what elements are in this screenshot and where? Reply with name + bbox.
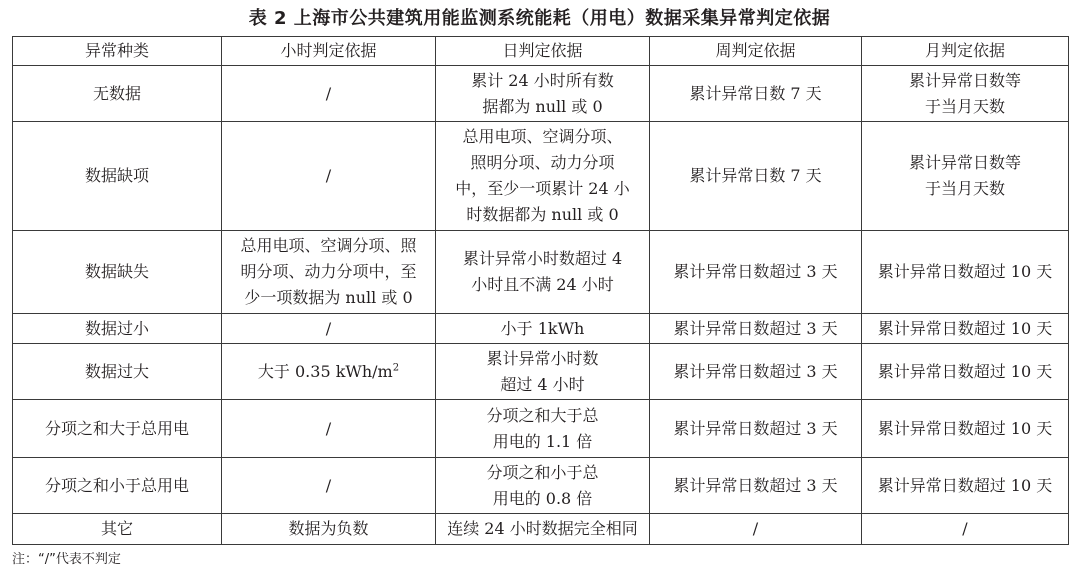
cell-month: 累计异常日数超过 10 天: [862, 314, 1069, 344]
cell-day: 总用电项、空调分项、 照明分项、动力分项 中，至少一项累计 24 小 时数据都为 null 或 0: [436, 122, 650, 231]
cell-day: 累计异常小时数超过 4 小时且不满 24 小时: [436, 231, 650, 314]
table-row: [13, 231, 1069, 314]
cell-hour: /: [222, 314, 436, 344]
cell-week: 累计异常日数 7 天: [650, 66, 862, 122]
cell-hour: /: [222, 400, 436, 458]
cell-week: 累计异常日数超过 3 天: [650, 231, 862, 314]
table-title: 表 2 上海市公共建筑用能监测系统能耗（用电）数据采集异常判定依据: [248, 8, 831, 29]
cell-day: 连续 24 小时数据完全相同: [436, 514, 650, 545]
unit-superscript: 2: [392, 362, 400, 374]
table-row: [13, 400, 1069, 458]
cell-hour: /: [222, 458, 436, 514]
cell-month: /: [862, 514, 1069, 545]
cell-week: 累计异常日数超过 3 天: [650, 314, 862, 344]
cell-type: 其它: [13, 514, 222, 545]
cell-week: 累计异常日数 7 天: [650, 122, 862, 231]
cell-month: 累计异常日数超过 10 天: [862, 400, 1069, 458]
anomaly-criteria-table: [12, 36, 1069, 545]
cell-hour: /: [222, 66, 436, 122]
header-cell: 日判定依据: [436, 37, 650, 66]
cell-type: 无数据: [13, 66, 222, 122]
table-footnote: 注：“/”代表不判定: [12, 552, 121, 567]
cell-day: 分项之和大于总 用电的 1.1 倍: [436, 400, 650, 458]
cell-week: 累计异常日数超过 3 天: [650, 400, 862, 458]
cell-day: 累计异常小时数 超过 4 小时: [436, 344, 650, 400]
cell-type: 数据缺失: [13, 231, 222, 314]
cell-month: 累计异常日数等 于当月天数: [862, 122, 1069, 231]
table-row: [13, 122, 1069, 231]
cell-day: 小于 1kWh: [436, 314, 650, 344]
header-cell: 异常种类: [13, 37, 222, 66]
cell-hour: 总用电项、空调分项、照 明分项、动力分项中，至 少一项数据为 null 或 0: [222, 231, 436, 314]
cell-type: 数据过小: [13, 314, 222, 344]
cell-hour: 数据为负数: [222, 514, 436, 545]
cell-type: 分项之和小于总用电: [13, 458, 222, 514]
table-row: [13, 66, 1069, 122]
cell-type: 分项之和大于总用电: [13, 400, 222, 458]
header-row: [13, 37, 1069, 66]
cell-type: 数据缺项: [13, 122, 222, 231]
cell-type: 数据过大: [13, 344, 222, 400]
table-row: [13, 314, 1069, 344]
cell-day: 累计 24 小时所有数 据都为 null 或 0: [436, 66, 650, 122]
header-cell: 月判定依据: [862, 37, 1069, 66]
cell-week: /: [650, 514, 862, 545]
table-row: [13, 514, 1069, 545]
cell-day: 分项之和小于总 用电的 0.8 倍: [436, 458, 650, 514]
cell-month: 累计异常日数等 于当月天数: [862, 66, 1069, 122]
header-cell: 小时判定依据: [222, 37, 436, 66]
cell-week: 累计异常日数超过 3 天: [650, 458, 862, 514]
cell-hour: [222, 344, 436, 400]
cell-month: 累计异常日数超过 10 天: [862, 344, 1069, 400]
cell-hour: /: [222, 122, 436, 231]
header-cell: 周判定依据: [650, 37, 862, 66]
table-row: [13, 458, 1069, 514]
hour-value: 大于 0.35 kWh/m: [257, 361, 393, 381]
cell-month: 累计异常日数超过 10 天: [862, 231, 1069, 314]
cell-month: 累计异常日数超过 10 天: [862, 458, 1069, 514]
cell-week: 累计异常日数超过 3 天: [650, 344, 862, 400]
table-row: [13, 344, 1069, 400]
